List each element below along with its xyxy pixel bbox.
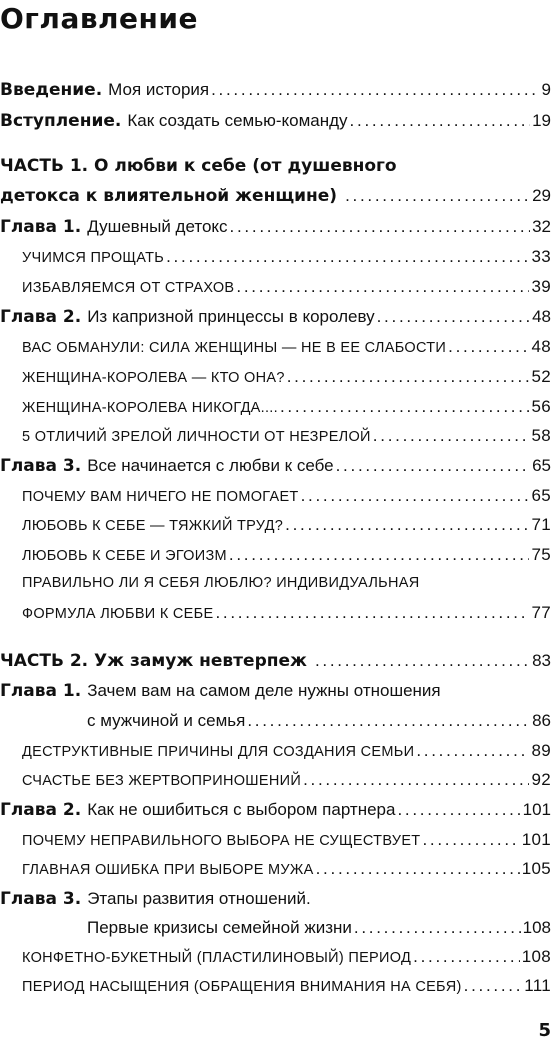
dot-leader (230, 216, 531, 238)
entry-text: ЛЮБОВЬ К СЕБЕ — ТЯЖКИЙ ТРУД? (22, 518, 284, 534)
page-number: 108 (522, 918, 551, 937)
page-number: 111 (524, 976, 551, 995)
entry-text: Душевный детокс (87, 217, 228, 236)
toc-chapter[interactable] (0, 455, 551, 477)
toc-section[interactable] (22, 246, 551, 269)
toc-chapter[interactable] (0, 306, 551, 328)
entry-text: с мужчиной и семья (87, 711, 246, 730)
entry-text: ЖЕНЩИНА-КОРОЛЕВА НИКОГДА.... (22, 400, 278, 416)
entry-text: ПЕРИОД НАСЫЩЕНИЯ (ОБРАЩЕНИЯ ВНИМАНИЯ НА СЕБЯ) (22, 979, 462, 995)
entry-text: Как создать семью-команду (127, 111, 348, 130)
page-title: Оглавление (0, 2, 199, 35)
toc-chapter[interactable] (0, 799, 551, 821)
toc-section[interactable] (22, 740, 551, 763)
dot-leader (316, 858, 520, 880)
entry-text: Как не ошибиться с выбором партнера (87, 800, 396, 819)
page-number: 101 (521, 830, 551, 849)
dot-leader (247, 710, 530, 732)
entry-text: ПОЧЕМУ НЕПРАВИЛЬНОГО ВЫБОРА НЕ СУЩЕСТВУЕТ (22, 833, 421, 849)
dot-leader (464, 975, 523, 997)
dot-leader (416, 740, 529, 762)
page-number: 108 (521, 947, 551, 966)
entry-label: Глава 3. (0, 456, 82, 476)
toc-section[interactable] (22, 425, 551, 448)
toc-section[interactable] (22, 544, 551, 567)
toc-chapter-line1[interactable] (0, 680, 551, 702)
entry-text: ДЕСТРУКТИВНЫЕ ПРИЧИНЫ ДЛЯ СОЗДАНИЯ СЕМЬИ (22, 744, 415, 760)
page-number: 56 (531, 397, 551, 416)
toc-chapter[interactable] (0, 216, 551, 238)
dot-leader (448, 336, 529, 358)
dot-leader (336, 455, 530, 477)
entry-label: Глава 1. (0, 681, 82, 701)
part2-title[interactable] (0, 650, 551, 672)
dot-leader (373, 425, 530, 447)
entry-text: СЧАСТЬЕ БЕЗ ЖЕРТВОПРИНОШЕНИЙ (22, 773, 302, 789)
toc-section[interactable] (22, 276, 551, 299)
dot-leader (345, 185, 530, 207)
page-number: 77 (531, 603, 551, 622)
page-number: 75 (531, 545, 551, 564)
page-number: 29 (532, 186, 551, 205)
part1-title-line2[interactable] (0, 185, 551, 207)
toc-chapter-line2[interactable] (87, 710, 551, 732)
entry-label: детокса к влиятельной женщине) (0, 186, 338, 206)
entry-label: ЧАСТЬ 2. Уж замуж невтерпеж (0, 651, 307, 671)
entry-label: Глава 2. (0, 800, 82, 820)
entry-text: КОНФЕТНО-БУКЕТНЫЙ (ПЛАСТИЛИНОВЫЙ) ПЕРИОД (22, 950, 412, 966)
page-number: 39 (531, 277, 551, 296)
entry-text: ФОРМУЛА ЛЮБВИ К СЕБЕ (22, 606, 214, 622)
page-number: 65 (531, 486, 551, 505)
dot-leader (280, 396, 530, 418)
entry-text: Моя история (108, 80, 210, 99)
dot-leader (215, 602, 529, 624)
entry-text: ВАС ОБМАНУЛИ: СИЛА ЖЕНЩИНЫ — НЕ В ЕЕ СЛАБОСТИ (22, 340, 447, 356)
page-number: 33 (531, 247, 551, 266)
toc-section[interactable] (22, 366, 551, 389)
dot-leader (211, 79, 539, 101)
page-number: 92 (531, 770, 551, 789)
entry-label: Глава 3. (0, 889, 82, 909)
entry-text: Из капризной принцессы в королеву (87, 307, 375, 326)
entry-text: ГЛАВНАЯ ОШИБКА ПРИ ВЫБОРЕ МУЖА (22, 862, 314, 878)
dot-leader (413, 946, 520, 968)
page-number: 65 (532, 456, 551, 475)
entry-text: ЛЮБОВЬ К СЕБЕ И ЭГОИЗМ (22, 548, 227, 564)
dot-leader (285, 514, 529, 536)
entry-text: Этапы развития отношений. (87, 889, 311, 908)
page-number: 52 (531, 367, 551, 386)
dot-leader (303, 769, 529, 791)
toc-section[interactable] (22, 396, 551, 419)
dot-leader (315, 650, 530, 672)
page-number: 32 (532, 217, 551, 236)
page-number: 71 (531, 515, 551, 534)
entry-text: 5 ОТЛИЧИЙ ЗРЕЛОЙ ЛИЧНОСТИ ОТ НЕЗРЕЛОЙ (22, 429, 371, 445)
entry-text: Первые кризисы семейной жизни (87, 918, 352, 937)
dot-leader (236, 276, 529, 298)
page-number: 105 (521, 859, 551, 878)
dot-leader (397, 799, 520, 821)
dot-leader (229, 544, 530, 566)
page-number: 9 (541, 80, 551, 99)
entry-text: УЧИМСЯ ПРОЩАТЬ (22, 250, 165, 266)
page-number: 19 (532, 111, 551, 130)
part1-title-line1[interactable]: ЧАСТЬ 1. О любви к себе (от душевного (0, 156, 397, 176)
entry-label: Вступление. (0, 111, 122, 131)
toc-entry-introduction[interactable] (0, 79, 551, 101)
page-number-footer: 5 (538, 1020, 551, 1041)
toc-section[interactable] (22, 829, 551, 852)
toc-section[interactable] (22, 602, 551, 625)
page-number: 89 (531, 741, 551, 760)
page-number: 101 (522, 800, 551, 819)
dot-leader (301, 485, 530, 507)
entry-text: Все начинается с любви к себе (87, 456, 334, 475)
page-number: 48 (531, 337, 551, 356)
dot-leader (287, 366, 530, 388)
page-number: 83 (532, 651, 551, 670)
page-number: 48 (532, 307, 551, 326)
toc-section[interactable] (22, 946, 551, 969)
dot-leader (377, 306, 530, 328)
toc-section[interactable] (22, 336, 551, 359)
dot-leader (354, 917, 521, 939)
entry-label: Глава 1. (0, 217, 82, 237)
dot-leader (350, 110, 531, 132)
toc-section[interactable] (22, 769, 551, 792)
entry-text: ЖЕНЩИНА-КОРОЛЕВА — КТО ОНА? (22, 370, 285, 386)
toc-section-line1[interactable]: ПРАВИЛЬНО ЛИ Я СЕБЯ ЛЮБЛЮ? ИНДИВИДУАЛЬНАЯ (22, 575, 420, 591)
page-number: 58 (531, 426, 551, 445)
entry-label: Глава 2. (0, 307, 82, 327)
toc-chapter-line1[interactable] (0, 888, 551, 910)
entry-text: ИЗБАВЛЯЕМСЯ ОТ СТРАХОВ (22, 280, 235, 296)
entry-label: Введение. (0, 80, 103, 100)
toc-section[interactable] (22, 514, 551, 537)
dot-leader (422, 829, 519, 851)
entry-text: ПОЧЕМУ ВАМ НИЧЕГО НЕ ПОМОГАЕТ (22, 489, 299, 505)
toc-section[interactable] (22, 975, 551, 998)
page-number: 86 (532, 711, 551, 730)
dot-leader (166, 246, 529, 268)
toc-entry-preface[interactable] (0, 110, 551, 132)
entry-text: Зачем вам на самом деле нужны отношения (87, 681, 441, 700)
toc-chapter-line2[interactable] (87, 917, 551, 939)
toc-section[interactable] (22, 858, 551, 881)
toc-section[interactable] (22, 485, 551, 508)
